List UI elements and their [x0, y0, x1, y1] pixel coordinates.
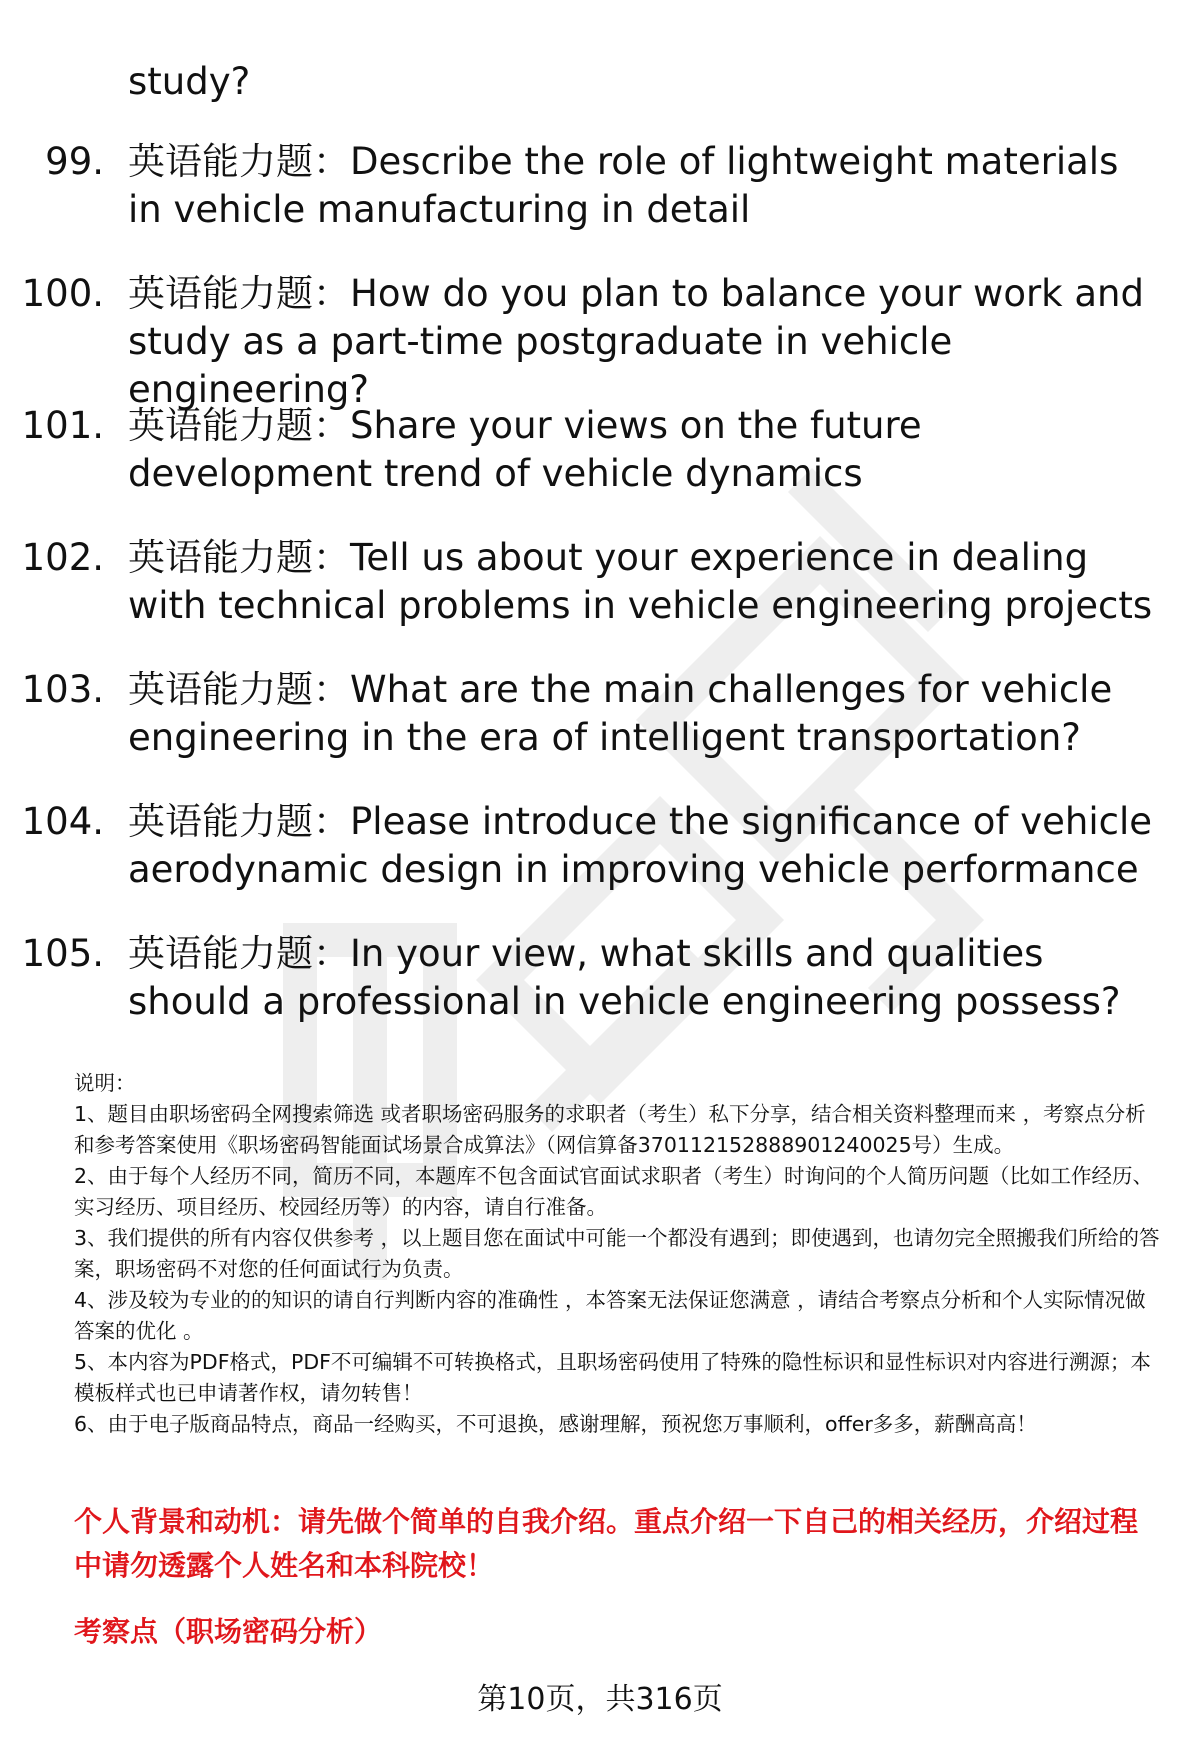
- list-item: [0, 138, 1200, 270]
- question-text: 英语能力题：Please introduce the significance of vehicle aerodynamic design in improving vehicle performance: [128, 800, 1153, 891]
- question-text: 英语能力题：Tell us about your experience in dealing with technical problems in vehicle engineering projects: [128, 536, 1153, 627]
- list-item: [0, 798, 1200, 930]
- list-item: [0, 666, 1200, 798]
- list-item: [0, 930, 1200, 1062]
- list-item: [0, 402, 1200, 534]
- carry-over-text: study?: [128, 60, 251, 103]
- note-item: 6、由于电子版商品特点，商品一经购买，不可退换，感谢理解，预祝您万事顺利，offer多多，薪酬高高！: [74, 1412, 1037, 1436]
- page-indicator: 第10页，共316页: [477, 1682, 723, 1717]
- question-number: 99.: [45, 140, 104, 183]
- question-text: 英语能力题：How do you plan to balance your work and study as a part-time postgraduate in vehicle engineering?: [128, 272, 1144, 411]
- note-item: 5、本内容为PDF格式，PDF不可编辑不可转换格式，且职场密码使用了特殊的隐性标识和显性标识对内容进行溯源；本模板样式也已申请著作权，请勿转售！: [74, 1350, 1151, 1405]
- section-heading: 个人背景和动机：请先做个简单的自我介绍。重点介绍一下自己的相关经历，介绍过程中请勿透露个人姓名和本科院校！: [74, 1505, 1139, 1582]
- question-number: 102.: [21, 536, 104, 579]
- notes-title: 说明：: [74, 1071, 136, 1095]
- list-item: [0, 534, 1200, 666]
- note-item: 1、题目由职场密码全网搜索筛选 或者职场密码服务的求职者（考生）私下分享，结合相关资料整理而来 ，考察点分析和参考答案使用《职场密码智能面试场景合成算法》（网信算备370112152888901240025号）生成。: [74, 1102, 1146, 1157]
- question-number: 100.: [21, 272, 104, 315]
- list-item: [0, 270, 1200, 411]
- question-number: 101.: [21, 404, 104, 447]
- section-subheading: 考察点（职场密码分析）: [74, 1615, 383, 1648]
- question-text: 英语能力题：Describe the role of lightweight materials in vehicle manufacturing in detail: [128, 140, 1119, 231]
- question-number: 104.: [21, 800, 104, 843]
- question-text: 英语能力题：What are the main challenges for vehicle engineering in the era of intelligent transportation?: [128, 668, 1113, 759]
- question-text: 英语能力题：Share your views on the future development trend of vehicle dynamics: [128, 404, 922, 495]
- note-item: 3、我们提供的所有内容仅供参考 ，以上题目您在面试中可能一个都没有遇到；即使遇到，也请勿完全照搬我们所给的答案，职场密码不对您的任何面试行为负责。: [74, 1226, 1160, 1281]
- note-item: 2、由于每个人经历不同，简历不同，本题库不包含面试官面试求职者（考生）时询问的个人简历问题（比如工作经历、实习经历、项目经历、校园经历等）的内容，请自行准备。: [74, 1164, 1154, 1219]
- question-text: 英语能力题：In your view, what skills and qualities should a professional in vehicle engineering possess?: [128, 932, 1121, 1023]
- question-list: [0, 138, 1200, 1062]
- disclaimer-notes: [74, 1068, 1160, 1440]
- question-number: 103.: [21, 668, 104, 711]
- question-number: 105.: [21, 932, 104, 975]
- note-item: 4、涉及较为专业的的知识的请自行判断内容的准确性 ，本答案无法保证您满意 ，请结合考察点分析和个人实际情况做答案的优化 。: [74, 1288, 1146, 1343]
